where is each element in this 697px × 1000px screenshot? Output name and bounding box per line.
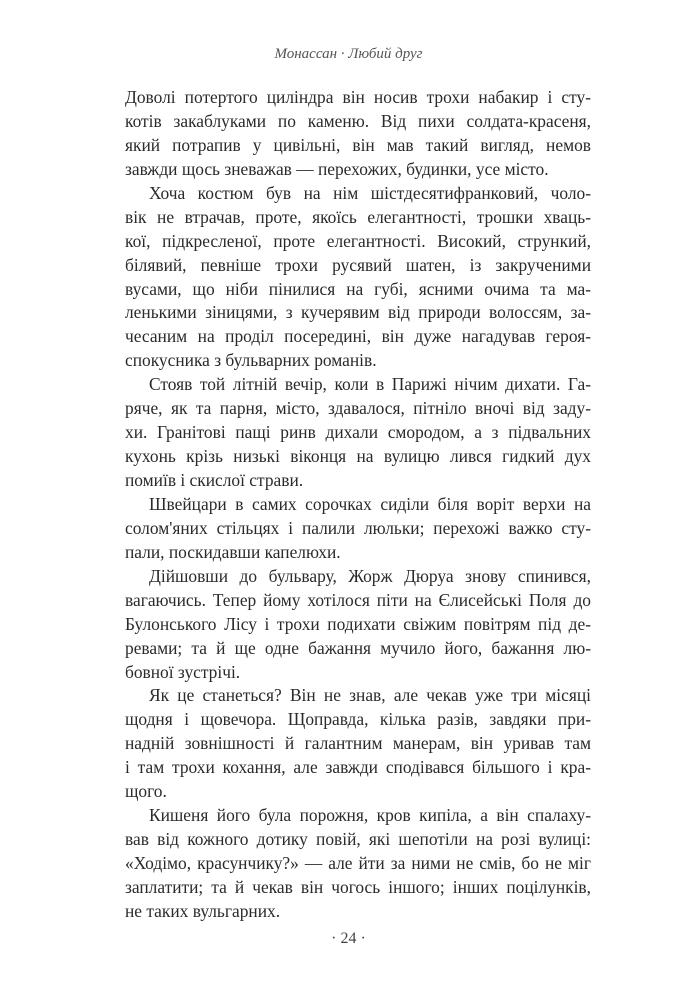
paragraph: [125, 804, 591, 924]
text-line: вав від кожного дотику повій, які шепотіли на розі вулиці:: [125, 829, 591, 850]
text-line: «Ходімо, красунчику?» — але йти за ними не смів, бо не міг: [125, 853, 591, 873]
text-line: помиїв і скислої страви.: [125, 470, 304, 490]
paragraph: [125, 86, 591, 182]
text-line: Хоча костюм був на нім шістдесятифранковий, чоло-: [149, 182, 591, 203]
text-line: Булонського Лісу і трохи подихати свіжим повітрям під де-: [125, 613, 591, 634]
text-line: Кишеня його була порожня, кров кипіла, а він спалаху-: [149, 805, 591, 826]
text-line: вагаючись. Тепер йому хотілося піти на Єлисейські Поля до: [125, 589, 591, 610]
text-line: ленькими зіницями, з кучерявим від природи волоссям, за-: [125, 302, 591, 323]
body-text: [125, 86, 591, 924]
text-line: і там трохи кохання, але завжди сподівався більшого і кра-: [125, 757, 591, 778]
paragraph: [125, 373, 591, 493]
running-head: Монассан · Любий друг: [274, 46, 423, 62]
text-line: Дійшовши до бульвару, Жорж Дюруа знову спинився,: [149, 565, 591, 586]
text-line: щодня і щовечора. Щоправда, кілька разів, завдяки при-: [125, 709, 591, 730]
text-line: завжди щось зневажав — перехожих, будинки, усе місто.: [125, 158, 549, 179]
text-line: Як це станеться? Він не знав, але чекав уже три місяці: [149, 685, 591, 706]
paragraph: [125, 565, 591, 685]
text-line: ряче, як та парня, місто, здавалося, пітніло вночі від заду-: [125, 398, 591, 419]
page-number: · 24 ·: [331, 930, 366, 947]
text-line: вусами, що ніби пінилися на губі, ясними очима та ма-: [125, 278, 591, 299]
text-line: солом'яних стільцях і палили люльки; перехожі важко сту-: [125, 517, 591, 538]
text-line: спокусника з бульварних романів.: [125, 350, 377, 371]
text-line: пали, поскидавши капелюхи.: [125, 541, 341, 562]
paragraph: [125, 493, 591, 565]
text-line: не таких вульгарних.: [125, 900, 281, 921]
text-line: кої, підкресленої, проте елегантності. Високий, стрункий,: [125, 230, 591, 251]
text-line: щого.: [125, 781, 167, 802]
text-line: надній зовнішності й галантним манерам, він уривав там: [125, 733, 591, 754]
text-line: вік не втрачав, проте, якоїсь елегантності, трошки хваць-: [125, 206, 591, 227]
text-line: білявий, певніше трохи русявий шатен, із закрученими: [125, 254, 591, 275]
text-line: Стояв той літній вечір, коли в Парижі нічим дихати. Га-: [149, 374, 591, 395]
paragraph: [125, 684, 591, 804]
paragraph: [125, 182, 591, 374]
text-line: хи. Гранітові пащі ринв дихали смородом, а з підвальних: [125, 422, 591, 443]
text-line: який потрапив у цивільні, він мав такий вигляд, немов: [125, 134, 591, 155]
text-line: ревами; та й ще одне бажання мучило його, бажання лю-: [125, 637, 591, 658]
text-line: Швейцари в самих сорочках сиділи біля воріт верхи на: [149, 493, 591, 514]
text-line: котів закаблуками по каменю. Від пихи солдата-красеня,: [125, 110, 591, 131]
text-line: чесаним на проділ посередині, він дуже нагадував героя-: [125, 326, 591, 347]
text-line: кухонь крізь низькі віконця на вулицю лився гидкий дух: [125, 446, 591, 467]
text-line: Доволі потертого циліндра він носив трохи набакир і сту-: [125, 87, 591, 107]
text-line: бовної зустрічі.: [125, 661, 241, 682]
text-line: заплатити; та й чекав він чогось іншого; інших поцілунків,: [125, 876, 591, 897]
